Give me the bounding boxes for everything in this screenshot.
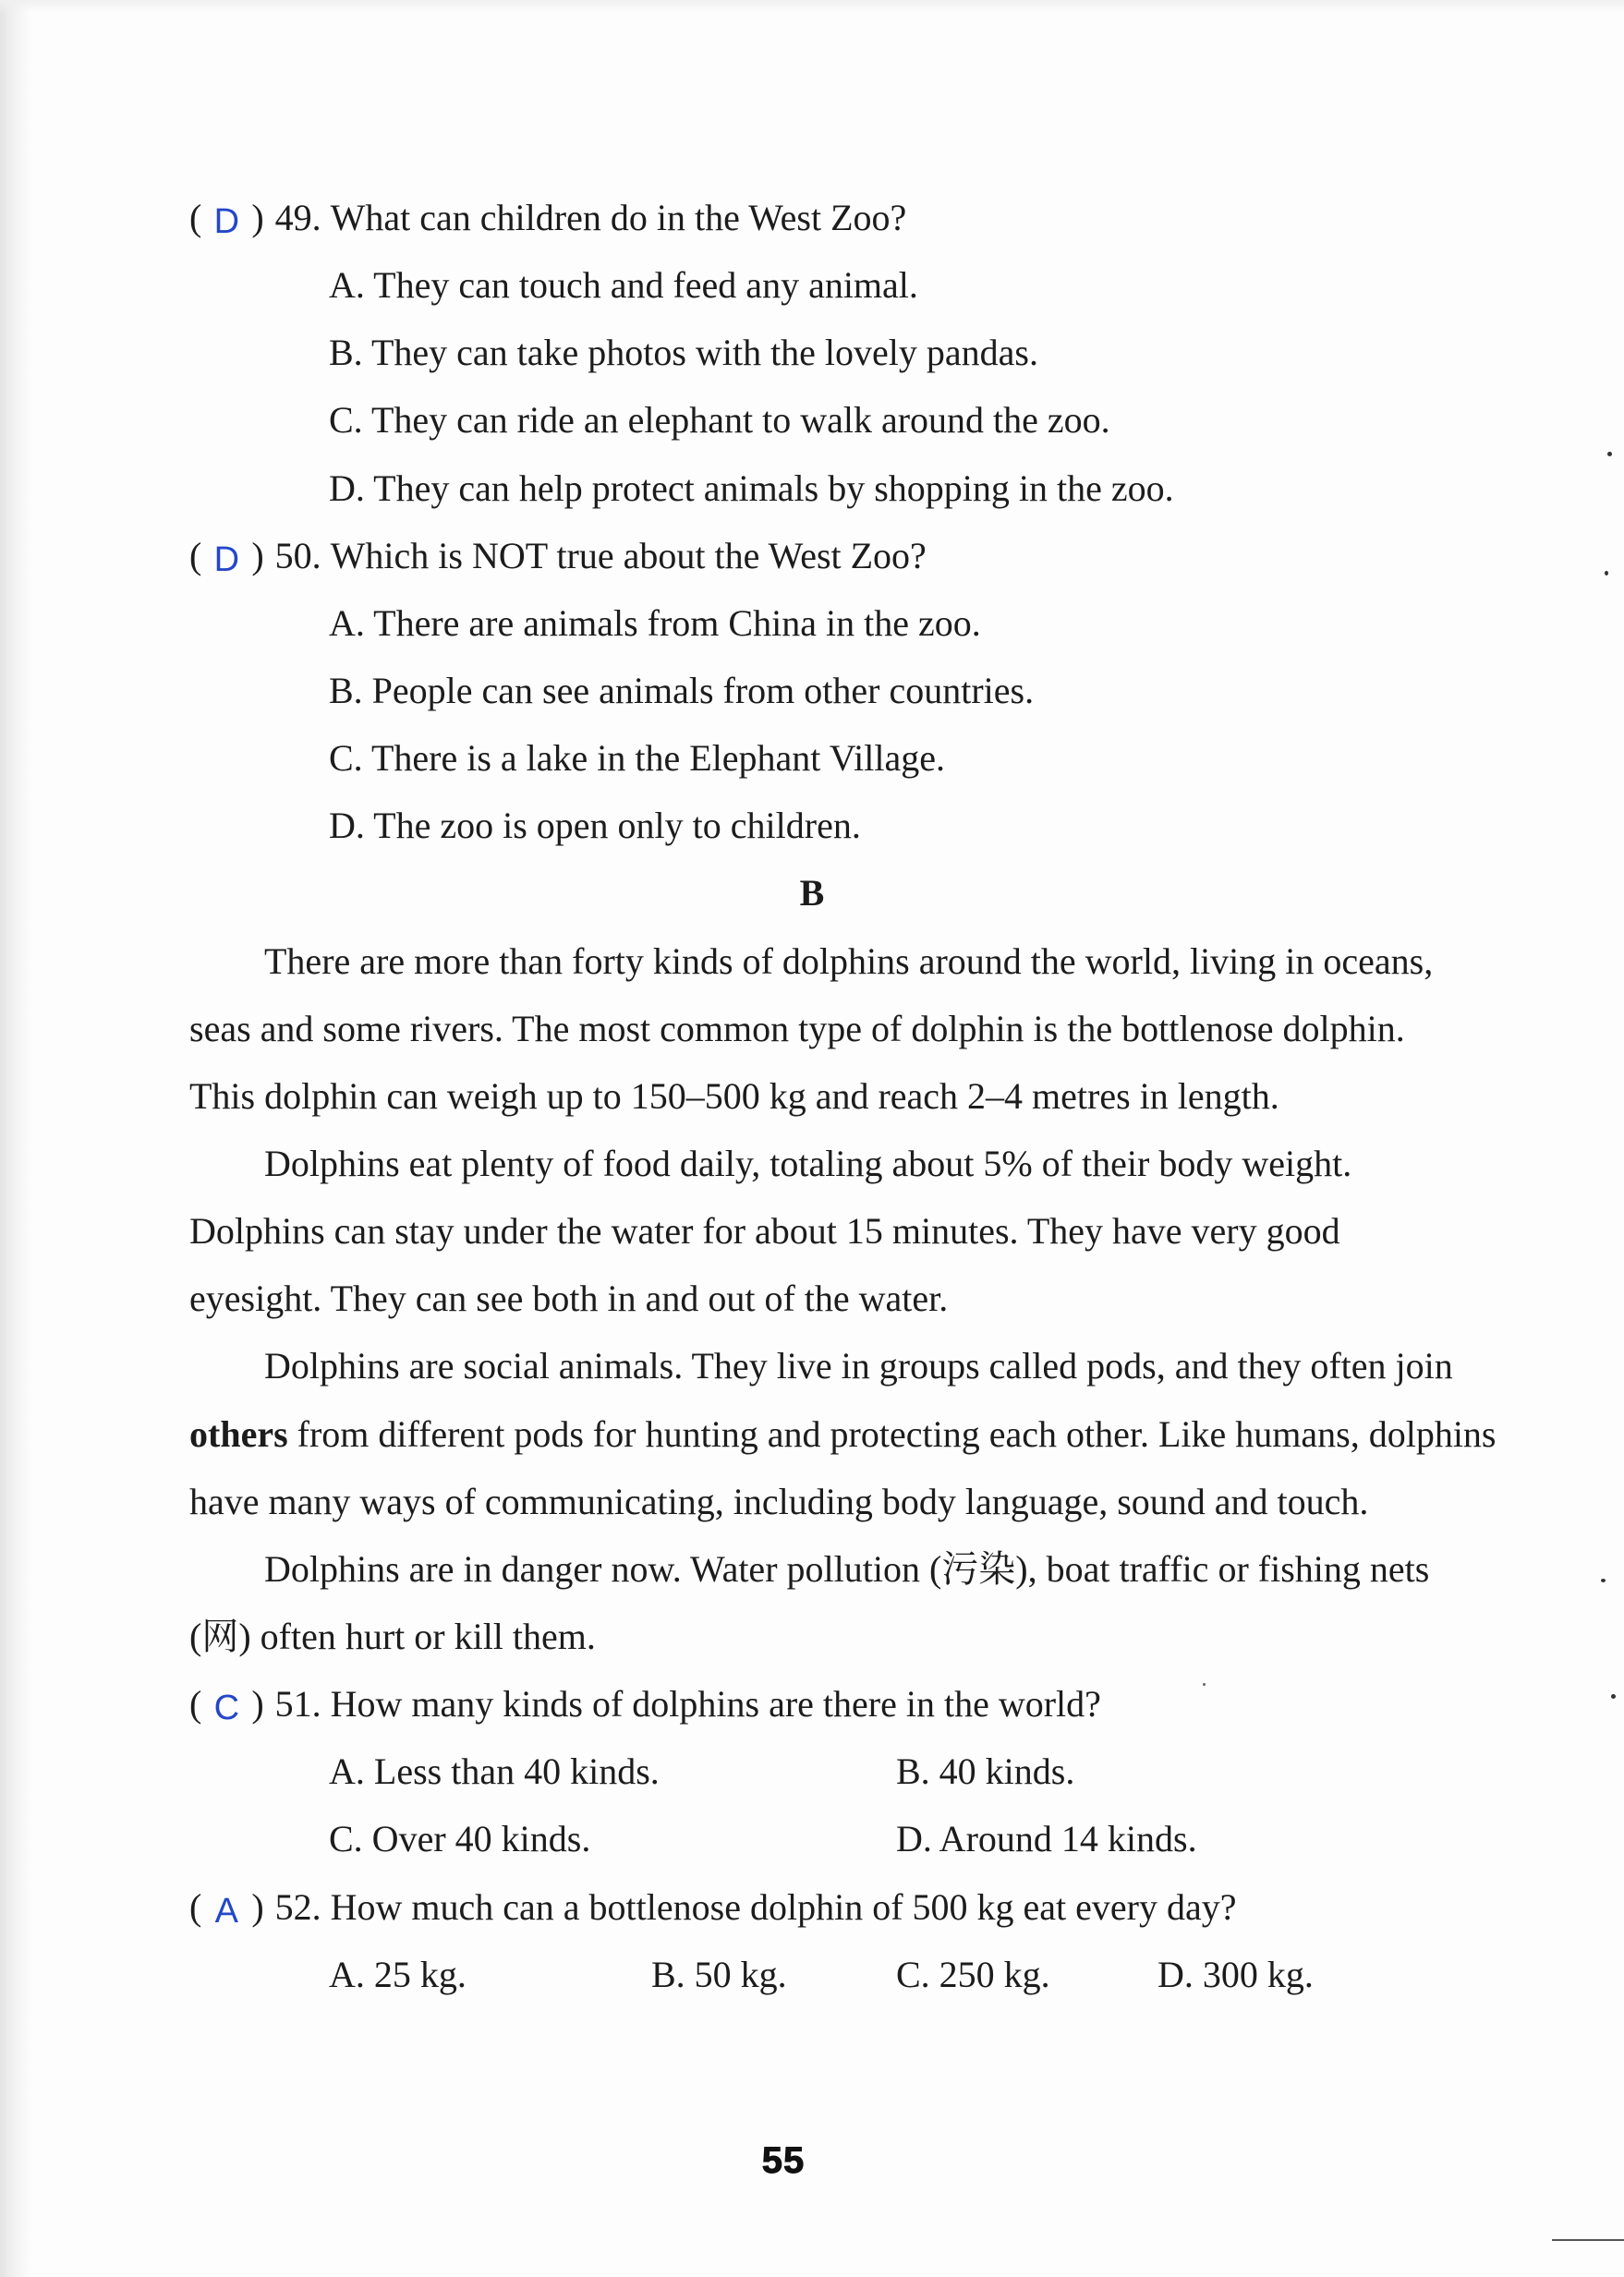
bracket-open: ( [189, 197, 202, 238]
question-number: 51. [274, 1683, 321, 1726]
question-50 [0, 522, 1624, 589]
option-51-d: D. Around 14 kinds. [896, 1818, 1197, 1860]
option-49-c: C. They can ride an elephant to walk around the zoo. [329, 399, 1110, 442]
bracket-open: ( [189, 1683, 202, 1726]
option-50-c: C. There is a lake in the Elephant Village. [329, 737, 946, 780]
option-50-d: D. The zoo is open only to children. [329, 805, 861, 847]
options-row [0, 1738, 1624, 1805]
passage-line-rest: from different pods for hunting and protecting each other. Like humans, dolphins [287, 1412, 1497, 1455]
bracket-close: ) [251, 1885, 264, 1928]
passage-line: Dolphins are social animals. They live in groups called pods, and they often join [264, 1345, 1453, 1387]
options-row [0, 1805, 1624, 1872]
question-52 [0, 1873, 1624, 1941]
passage-line: have many ways of communicating, including body language, sound and touch. [189, 1480, 1369, 1522]
question-number: 49. [274, 197, 321, 238]
worksheet-page [0, 184, 1624, 2008]
question-number: 52. [274, 1885, 321, 1928]
options-row [0, 1941, 1624, 2008]
passage-line: eyesight. They can see both in and out of the water. [189, 1278, 949, 1320]
option-52-a: A. 25 kg. [329, 1953, 467, 1995]
bracket-open: ( [189, 534, 202, 576]
question-text: What can children do in the West Zoo? [330, 197, 907, 238]
passage-line: Dolphins are in danger now. Water pollution (污染), boat traffic or fishing nets [264, 1547, 1430, 1590]
option-49-a: A. They can touch and feed any animal. [329, 264, 918, 307]
question-text: Which is NOT true about the West Zoo? [330, 534, 927, 576]
bold-keyword: others [189, 1412, 288, 1455]
passage-line: Dolphins eat plenty of food daily, totaling about 5% of their body weight. [264, 1142, 1352, 1184]
scan-mark [1601, 1579, 1606, 1582]
question-49 [0, 184, 1624, 251]
option-50-b: B. People can see animals from other countries. [329, 669, 1035, 711]
passage-line: Dolphins can stay under the water for about 15 minutes. They have very good [189, 1210, 1340, 1253]
passage-line: seas and some rivers. The most common type of dolphin is the bottlenose dolphin. [189, 1007, 1405, 1049]
scan-top-shadow [0, 0, 1624, 13]
option-52-c: C. 250 kg. [896, 1953, 1050, 1995]
bracket-close: ) [251, 1683, 264, 1726]
option-52-d: D. 300 kg. [1157, 1953, 1314, 1995]
answer-51: C [213, 1689, 240, 1728]
scan-mark [1203, 1683, 1206, 1686]
bracket-close: ) [251, 197, 264, 238]
option-51-c: C. Over 40 kinds. [329, 1818, 591, 1860]
passage-line: There are more than forty kinds of dolphins around the world, living in oceans, [264, 939, 1434, 982]
bracket-close: ) [251, 534, 264, 576]
option-49-d: D. They can help protect animals by shopping in the zoo. [329, 466, 1174, 509]
option-52-b: B. 50 kg. [651, 1953, 787, 1995]
question-number: 50. [274, 534, 321, 576]
answer-50: D [213, 539, 240, 579]
option-51-b: B. 40 kinds. [896, 1750, 1075, 1793]
passage-line: (网) often hurt or kill them. [189, 1615, 596, 1657]
passage-line [0, 1400, 1624, 1468]
answer-49: D [213, 202, 240, 241]
scan-edge-line [1552, 2239, 1624, 2241]
question-text: How much can a bottlenose dolphin of 500 kg eat every day? [330, 1885, 1237, 1928]
passage-line: This dolphin can weigh up to 150–500 kg and reach 2–4 metres in length. [189, 1074, 1279, 1117]
section-heading: B [799, 872, 825, 914]
question-text: How many kinds of dolphins are there in the world? [330, 1683, 1101, 1726]
option-50-a: A. There are animals from China in the zoo. [329, 601, 981, 644]
page-number: 55 [761, 2140, 806, 2181]
scan-mark [1611, 1694, 1616, 1699]
scan-mark [1605, 571, 1608, 575]
question-51 [0, 1670, 1624, 1738]
option-49-b: B. They can take photos with the lovely pandas. [329, 332, 1038, 374]
answer-52: A [214, 1891, 238, 1931]
option-51-a: A. Less than 40 kinds. [329, 1750, 660, 1793]
scan-mark [1607, 452, 1612, 456]
bracket-open: ( [189, 1885, 202, 1928]
